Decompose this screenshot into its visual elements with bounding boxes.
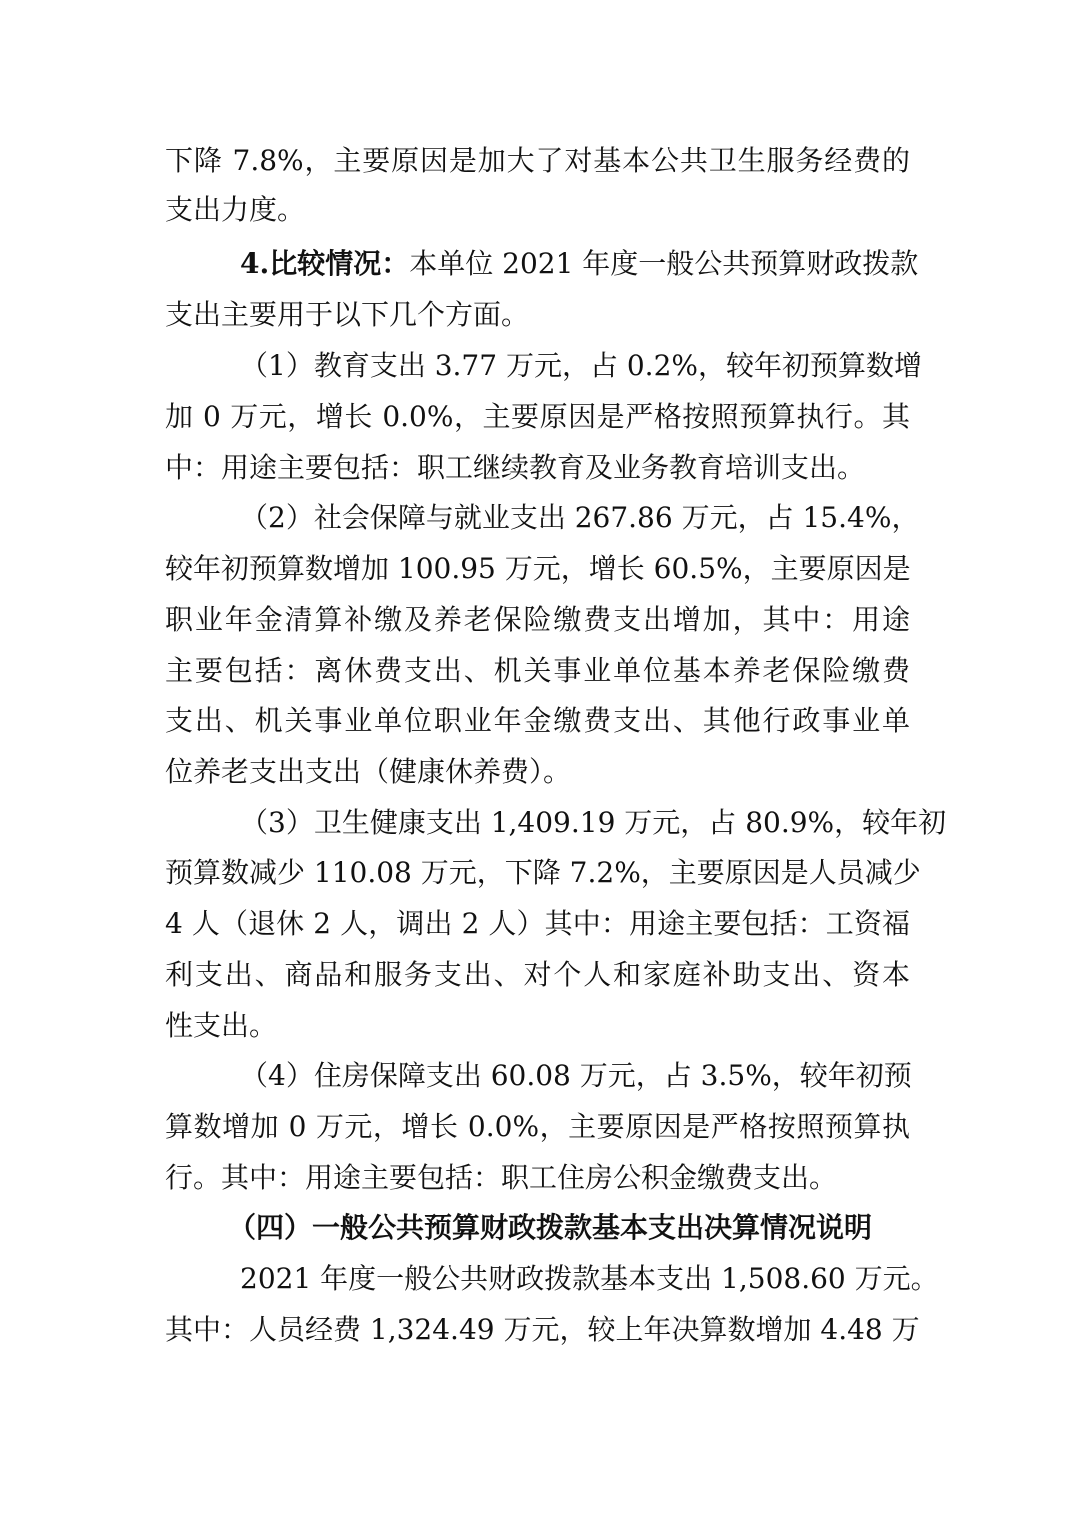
text-line: （3）卫生健康支出 1,409.19 万元，占 80.9%，较年初 — [240, 806, 947, 839]
text-line: （1）教育支出 3.77 万元，占 0.2%，较年初预算数增 — [240, 349, 922, 382]
text-line: 职业年金清算补缴及养老保险缴费支出增加，其中：用途 — [165, 603, 910, 636]
text-line: 算数增加 0 万元，增长 0.0%，主要原因是严格按照预算执 — [165, 1110, 910, 1143]
text-line: 4 人（退休 2 人，调出 2 人）其中：用途主要包括：工资福 — [165, 907, 910, 940]
text-line: 位养老支出支出（健康休养费）。 — [165, 755, 572, 788]
text-line: 预算数减少 110.08 万元，下降 7.2%，主要原因是人员减少 — [165, 856, 921, 889]
text-line: 下降 7.8%，主要原因是加大了对基本公共卫生服务经费的 — [165, 144, 910, 177]
text-line: 主要包括：离休费支出、机关事业单位基本养老保险缴费 — [165, 654, 910, 687]
text-line: 加 0 万元，增长 0.0%，主要原因是严格按照预算执行。其 — [165, 400, 910, 433]
text-line: 2021 年度一般公共财政拨款基本支出 1,508.60 万元。 — [240, 1262, 939, 1295]
text-line: 较年初预算数增加 100.95 万元，增长 60.5%，主要原因是 — [165, 552, 911, 585]
text-line: 支出主要用于以下几个方面。 — [165, 298, 530, 331]
text-line: （4）住房保障支出 60.08 万元，占 3.5%，较年初预 — [240, 1059, 912, 1092]
paragraph-comparison-heading — [240, 244, 919, 284]
text-line: 性支出。 — [165, 1009, 278, 1042]
section-lead-label: 4.比较情况： — [240, 247, 410, 280]
section-heading: （四）一般公共预算财政拨款基本支出决算情况说明 — [228, 1211, 873, 1244]
text-line: （2）社会保障与就业支出 267.86 万元，占 15.4%， — [240, 501, 920, 534]
text-line: 行。其中：用途主要包括：职工住房公积金缴费支出。 — [165, 1161, 838, 1194]
text-line: 利支出、商品和服务支出、对个人和家庭补助支出、资本 — [165, 958, 910, 991]
text-line: 本单位 2021 年度一般公共预算财政拨款 — [409, 247, 919, 280]
text-line: 支出力度。 — [165, 193, 306, 226]
text-line: 中：用途主要包括：职工继续教育及业务教育培训支出。 — [165, 451, 866, 484]
text-line: 其中：人员经费 1,324.49 万元，较上年决算数增加 4.48 万 — [165, 1313, 920, 1346]
text-line: 支出、机关事业单位职业年金缴费支出、其他行政事业单 — [165, 704, 910, 737]
